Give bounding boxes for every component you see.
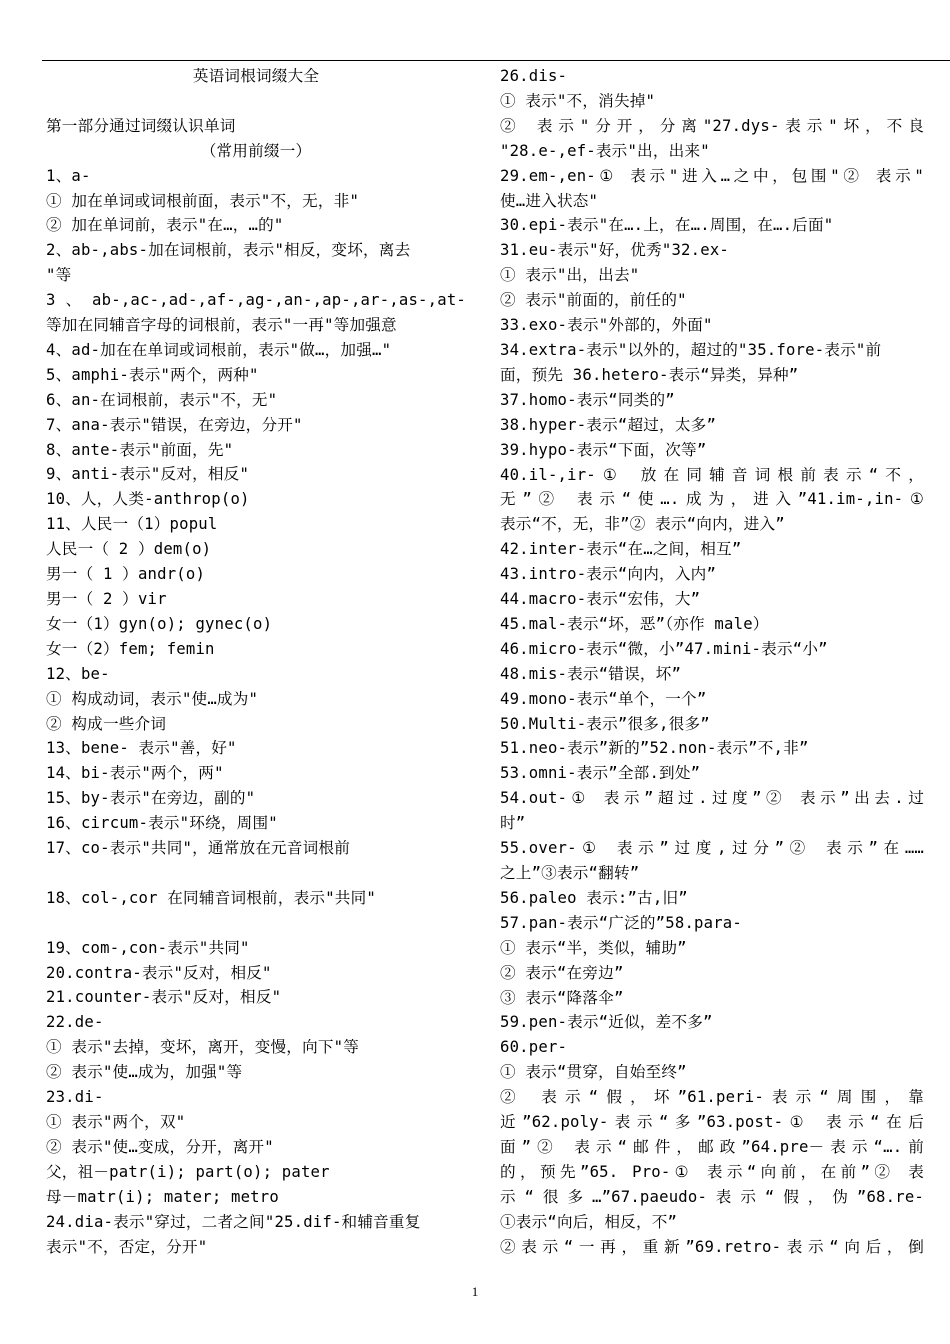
text-line: 55.over-① 表示”过度,过分”② 表示”在…… bbox=[500, 839, 924, 858]
text-line: 24.dia-表示"穿过，二者之间"25.dif-和辅音重复 bbox=[46, 1212, 421, 1231]
text-line: 5、amphi-表示"两个，两种" bbox=[46, 365, 259, 384]
text-line: 无”② 表示“使….成为，进入”41.im-,in-① bbox=[500, 490, 924, 509]
text-line: 11、人民一（1）popul bbox=[46, 515, 218, 534]
text-line: 母－matr(i); mater; metro bbox=[46, 1187, 279, 1206]
text-line: ① 表示"不，消失掉" bbox=[500, 91, 656, 110]
text-line: 29.em-,en-① 表示"进入…之中，包围"② 表示" bbox=[500, 166, 924, 185]
text-line: 面”② 表示“邮件，邮政”64.pre－表示“….前 bbox=[500, 1137, 924, 1156]
text-line: 使…进入状态" bbox=[500, 191, 599, 210]
text-line: 女一（2）fem; femin bbox=[46, 639, 215, 658]
text-line: 12、be- bbox=[46, 664, 110, 683]
text-line: 59.pen-表示“近似，差不多” bbox=[500, 1013, 713, 1032]
text-line: 44.macro-表示“宏伟，大” bbox=[500, 590, 701, 609]
text-line: 50.Multi-表示”很多,很多” bbox=[500, 714, 710, 733]
text-line bbox=[46, 911, 466, 936]
text-line: ② 表示“假，坏”61.peri-表示“周围，靠 bbox=[500, 1088, 924, 1107]
text-line: 表示"不，否定，分开" bbox=[46, 1237, 208, 1256]
text-line: 56.paleo 表示:”古,旧” bbox=[500, 888, 688, 907]
text-line bbox=[46, 89, 466, 114]
text-line: 8、ante-表示"前面，先" bbox=[46, 440, 234, 459]
text-line: 49.mono-表示“单个，一个” bbox=[500, 689, 707, 708]
text-line: 30.epi-表示"在….上，在….周围，在….后面" bbox=[500, 216, 834, 235]
right-column bbox=[500, 64, 924, 1260]
text-line: ① 构成动词，表示"使…成为" bbox=[46, 689, 259, 708]
text-line: 示“很多…”67.paeudo-表示“假，伪”68.re- bbox=[500, 1187, 924, 1206]
text-line: 女一（1）gyn(o); gynec(o) bbox=[46, 614, 273, 633]
text-line: 23.di- bbox=[46, 1088, 104, 1107]
text-line: 18、col-,cor 在同辅音词根前，表示"共同" bbox=[46, 888, 376, 907]
text-line: 男一（ 1 ）andr(o) bbox=[46, 565, 206, 584]
text-line: 的，预先”65. Pro-① 表示“向前，在前”② 表 bbox=[500, 1162, 924, 1181]
text-line: 男一（ 2 ）vir bbox=[46, 590, 167, 609]
text-line: 26.dis- bbox=[500, 67, 568, 85]
text-line: ② 表示"分开，分离"27.dys-表示"坏，不良 bbox=[500, 116, 924, 135]
text-line: ② 构成一些介词 bbox=[46, 714, 167, 733]
text-line: （常用前缀一） bbox=[200, 141, 312, 160]
text-line: ① 加在单词或词根前面，表示"不，无，非" bbox=[46, 191, 360, 210]
text-line: 40.il-,ir-① 放在同辅音词根前表示“不， bbox=[500, 465, 924, 484]
text-line: 37.homo-表示“同类的” bbox=[500, 390, 675, 409]
text-line: 31.eu-表示"好，优秀"32.ex- bbox=[500, 241, 729, 260]
text-line: ②表示“一再，重新”69.retro-表示“向后，倒 bbox=[500, 1237, 924, 1256]
text-line: ② 表示"使…成为，加强"等 bbox=[46, 1063, 243, 1082]
text-line: 42.inter-表示“在…之间，相互” bbox=[500, 540, 742, 559]
text-line: 时” bbox=[500, 814, 526, 833]
text-line: 面，预先 36.hetero-表示“异类，异种” bbox=[500, 365, 799, 384]
text-line: ① 表示“贯穿，自始至终” bbox=[500, 1063, 687, 1082]
text-line: ① 表示“半，类似，辅助” bbox=[500, 938, 687, 957]
text-line: 33.exo-表示"外部的，外面" bbox=[500, 316, 713, 335]
text-line: 60.per- bbox=[500, 1038, 568, 1057]
text-line: 39.hypo-表示“下面，次等” bbox=[500, 440, 707, 459]
text-line: 20.contra-表示"反对，相反" bbox=[46, 963, 272, 982]
text-line: 51.neo-表示”新的”52.non-表示”不,非” bbox=[500, 739, 809, 758]
text-line: 57.pan-表示“广泛的”58.para- bbox=[500, 913, 742, 932]
text-line: ② 加在单词前，表示"在…，…的" bbox=[46, 216, 284, 235]
text-line: ① 表示"两个，双" bbox=[46, 1113, 186, 1132]
text-line: 人民一（ 2 ）dem(o) bbox=[46, 540, 212, 559]
text-line: "28.e-,ef-表示"出，出来" bbox=[500, 141, 710, 160]
left-column bbox=[46, 64, 466, 1259]
text-line: 54.out-① 表示”超过.过度”② 表示”出去.过 bbox=[500, 789, 924, 808]
text-line: 16、circum-表示"环绕，周围" bbox=[46, 814, 278, 833]
text-line: 之上”③表示“翻转” bbox=[500, 864, 640, 882]
text-line: 45.mal-表示“坏，恶”（亦作 male） bbox=[500, 614, 769, 633]
document-title: 英语词根词缀大全 bbox=[192, 67, 320, 85]
text-line: 13、bene- 表示"善，好" bbox=[46, 739, 237, 758]
text-line: ①表示“向后，相反，不” bbox=[500, 1212, 678, 1231]
text-line: 48.mis-表示“错误，坏” bbox=[500, 664, 682, 683]
text-line: 21.counter-表示"反对，相反" bbox=[46, 988, 282, 1007]
text-line: ② 表示“在旁边” bbox=[500, 963, 624, 982]
text-line: "等 bbox=[46, 266, 72, 285]
text-line: ① 表示"去掉，变坏，离开，变慢，向下"等 bbox=[46, 1038, 360, 1057]
text-line bbox=[46, 861, 466, 886]
text-line: 2、ab-,abs-加在词根前，表示"相反，变坏，离去 bbox=[46, 241, 411, 260]
text-line: ③ 表示“降落伞” bbox=[500, 988, 624, 1007]
text-line: 34.extra-表示"以外的，超过的"35.fore-表示"前 bbox=[500, 340, 882, 359]
text-line: 53.omni-表示”全部.到处” bbox=[500, 764, 701, 783]
text-line: 15、by-表示"在旁边，副的" bbox=[46, 789, 256, 808]
text-line: 6、an-在词根前，表示"不，无" bbox=[46, 390, 278, 409]
text-line: 3 、 ab-,ac-,ad-,af-,ag-,an-,ap-,ar-,as-,at- bbox=[46, 291, 466, 310]
text-line: 4、ad-加在在单词或词根前，表示"做…，加强…" bbox=[46, 340, 392, 359]
text-line: 17、co-表示"共同"，通常放在元音词根前 bbox=[46, 839, 351, 858]
text-line: ② 表示"使…变成，分开，离开" bbox=[46, 1137, 274, 1156]
text-line: 第一部分通过词缀认识单词 bbox=[46, 116, 236, 135]
text-line: 14、bi-表示"两个，两" bbox=[46, 764, 224, 783]
text-line: 43.intro-表示“向内，入内” bbox=[500, 565, 717, 584]
text-line: 10、人，人类-anthrop(o) bbox=[46, 490, 250, 509]
page-number: 1 bbox=[471, 1284, 479, 1299]
text-line: 父，祖－patr(i); part(o); pater bbox=[46, 1162, 330, 1181]
text-line: 38.hyper-表示“超过，太多” bbox=[500, 415, 717, 434]
text-line: 1、a- bbox=[46, 166, 91, 185]
text-line: 近”62.poly-表示“多”63.post-① 表示“在后 bbox=[500, 1113, 924, 1132]
text-line: 7、ana-表示"错误，在旁边，分开" bbox=[46, 415, 303, 434]
header-rule bbox=[42, 60, 950, 61]
text-line: 表示“不，无，非”② 表示“向内，进入” bbox=[500, 515, 785, 534]
text-line: 22.de- bbox=[46, 1013, 104, 1032]
text-line: 9、anti-表示"反对，相反" bbox=[46, 465, 250, 484]
text-line: ② 表示"前面的，前任的" bbox=[500, 291, 687, 310]
text-line: 19、com-,con-表示"共同" bbox=[46, 938, 250, 957]
text-line: ① 表示"出，出去" bbox=[500, 266, 640, 285]
text-line: 等加在同辅音字母的词根前，表示"一再"等加强意 bbox=[46, 316, 397, 335]
text-line: 46.micro-表示“微，小”47.mini-表示“小” bbox=[500, 639, 828, 658]
